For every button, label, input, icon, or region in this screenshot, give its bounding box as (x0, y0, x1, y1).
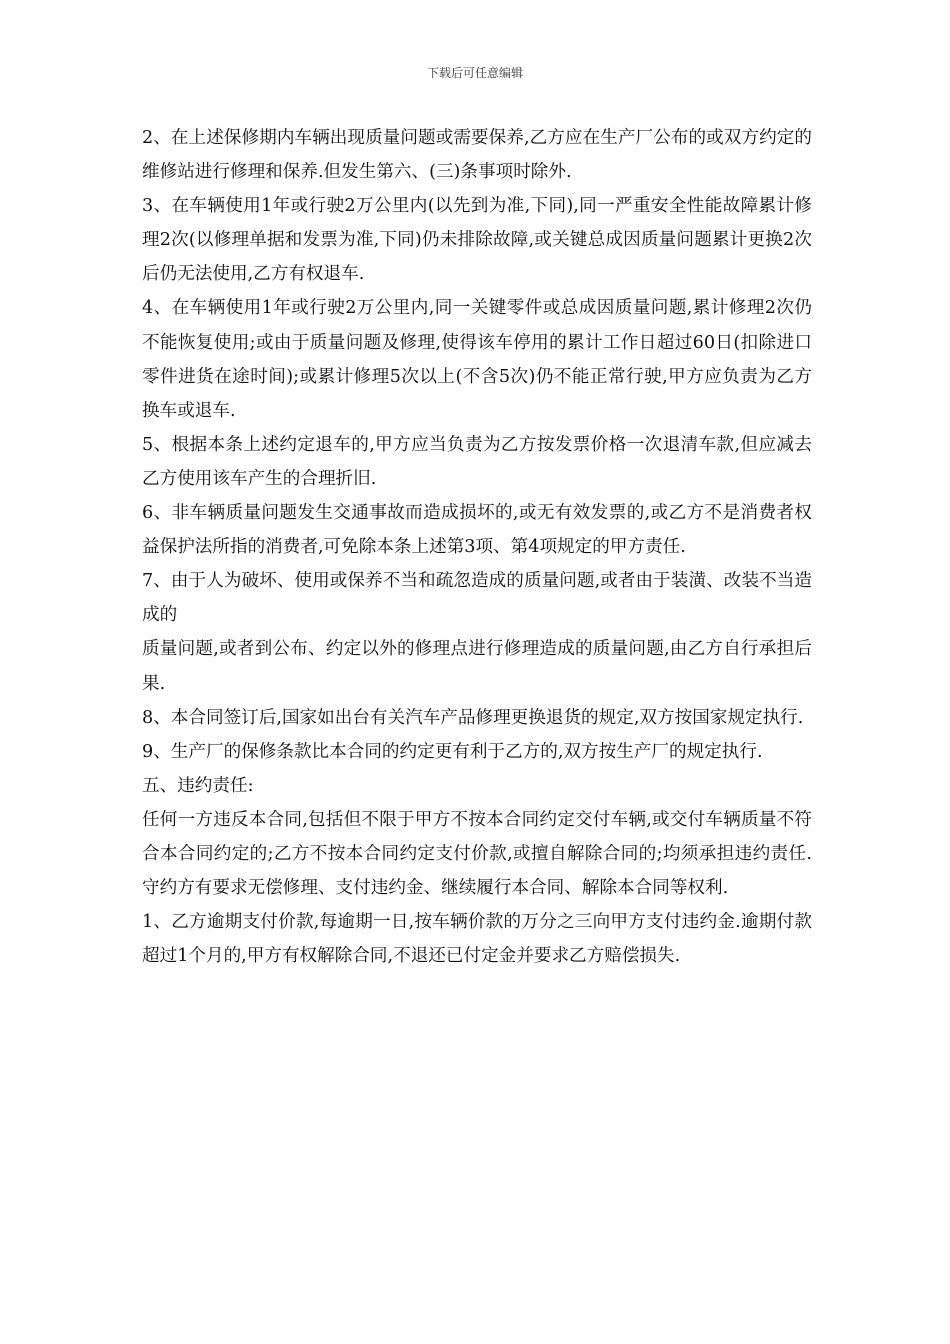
clause-3-return-right: 3、在车辆使用1年或行驶2万公里内(以先到为准,下同),同一严重安全性能故障累计修理2次(以修理单据和发票为准,下同)仍未排除故障,或关键总成因质量问题累计更换2次后仍无法使用,乙方有权退车. (142, 196, 812, 285)
clause-6-exemption: 6、非车辆质量问题发生交通事故而造成损坏的,或无有效发票的,或乙方不是消费者权益保护法所指的消费者,可免除本条上述第3项、第4项规定的甲方责任. (142, 503, 812, 558)
clause-9-manufacturer-warranty: 9、生产厂的保修条款比本合同的约定更有利于乙方的,双方按生产厂的规定执行. (142, 741, 763, 762)
page-header: 下载后可任意编辑 (426, 66, 523, 80)
document-body (142, 121, 812, 973)
clause-4-exchange-or-return: 4、在车辆使用1年或行驶2万公里内,同一关键零件或总成因质量问题,累计修理2次仍不能恢复使用;或由于质量问题及修理,使得该车停用的累计工作日超过60日(扣除进口零件进货在途时间);或累计修理5次以上(不含5次)仍不能正常行驶,甲方应负责为乙方换车或退车. (142, 298, 812, 421)
clause-8-national-rules: 8、本合同签订后,国家如出台有关汽车产品修理更换退货的规定,双方按国家规定执行. (142, 707, 804, 728)
breach-general: 任何一方违反本合同,包括但不限于甲方不按本合同约定交付车辆,或交付车辆质量不符合本合同约定的;乙方不按本合同约定支付价款,或擅自解除合同的;均须承担违约责任.守约方有要求无偿修理、支付违约金、继续履行本合同、解除本合同等权利. (142, 809, 812, 899)
clause-7-improper-use: 7、由于人为破坏、使用或保养不当和疏忽造成的质量问题,或者由于装潢、改装不当造成的 (142, 571, 812, 626)
clause-7-continued: 质量问题,或者到公布、约定以外的修理点进行修理造成的质量问题,由乙方自行承担后果. (142, 639, 812, 694)
clause-5-refund: 5、根据本条上述约定退车的,甲方应当负责为乙方按发票价格一次退清车款,但应减去乙方使用该车产生的合理折旧. (142, 434, 812, 489)
section-heading-breach: 五、违约责任: (142, 775, 254, 796)
clause-2-repair-location: 2、在上述保修期内车辆出现质量问题或需要保养,乙方应在生产厂公布的或双方约定的维修站进行修理和保养.但发生第六、(三)条事项时除外. (142, 128, 812, 183)
breach-clause-1-late-payment: 1、乙方逾期支付价款,每逾期一日,按车辆价款的万分之三向甲方支付违约金.逾期付款超过1个月的,甲方有权解除合同,不退还已付定金并要求乙方赔偿损失. (142, 912, 812, 967)
